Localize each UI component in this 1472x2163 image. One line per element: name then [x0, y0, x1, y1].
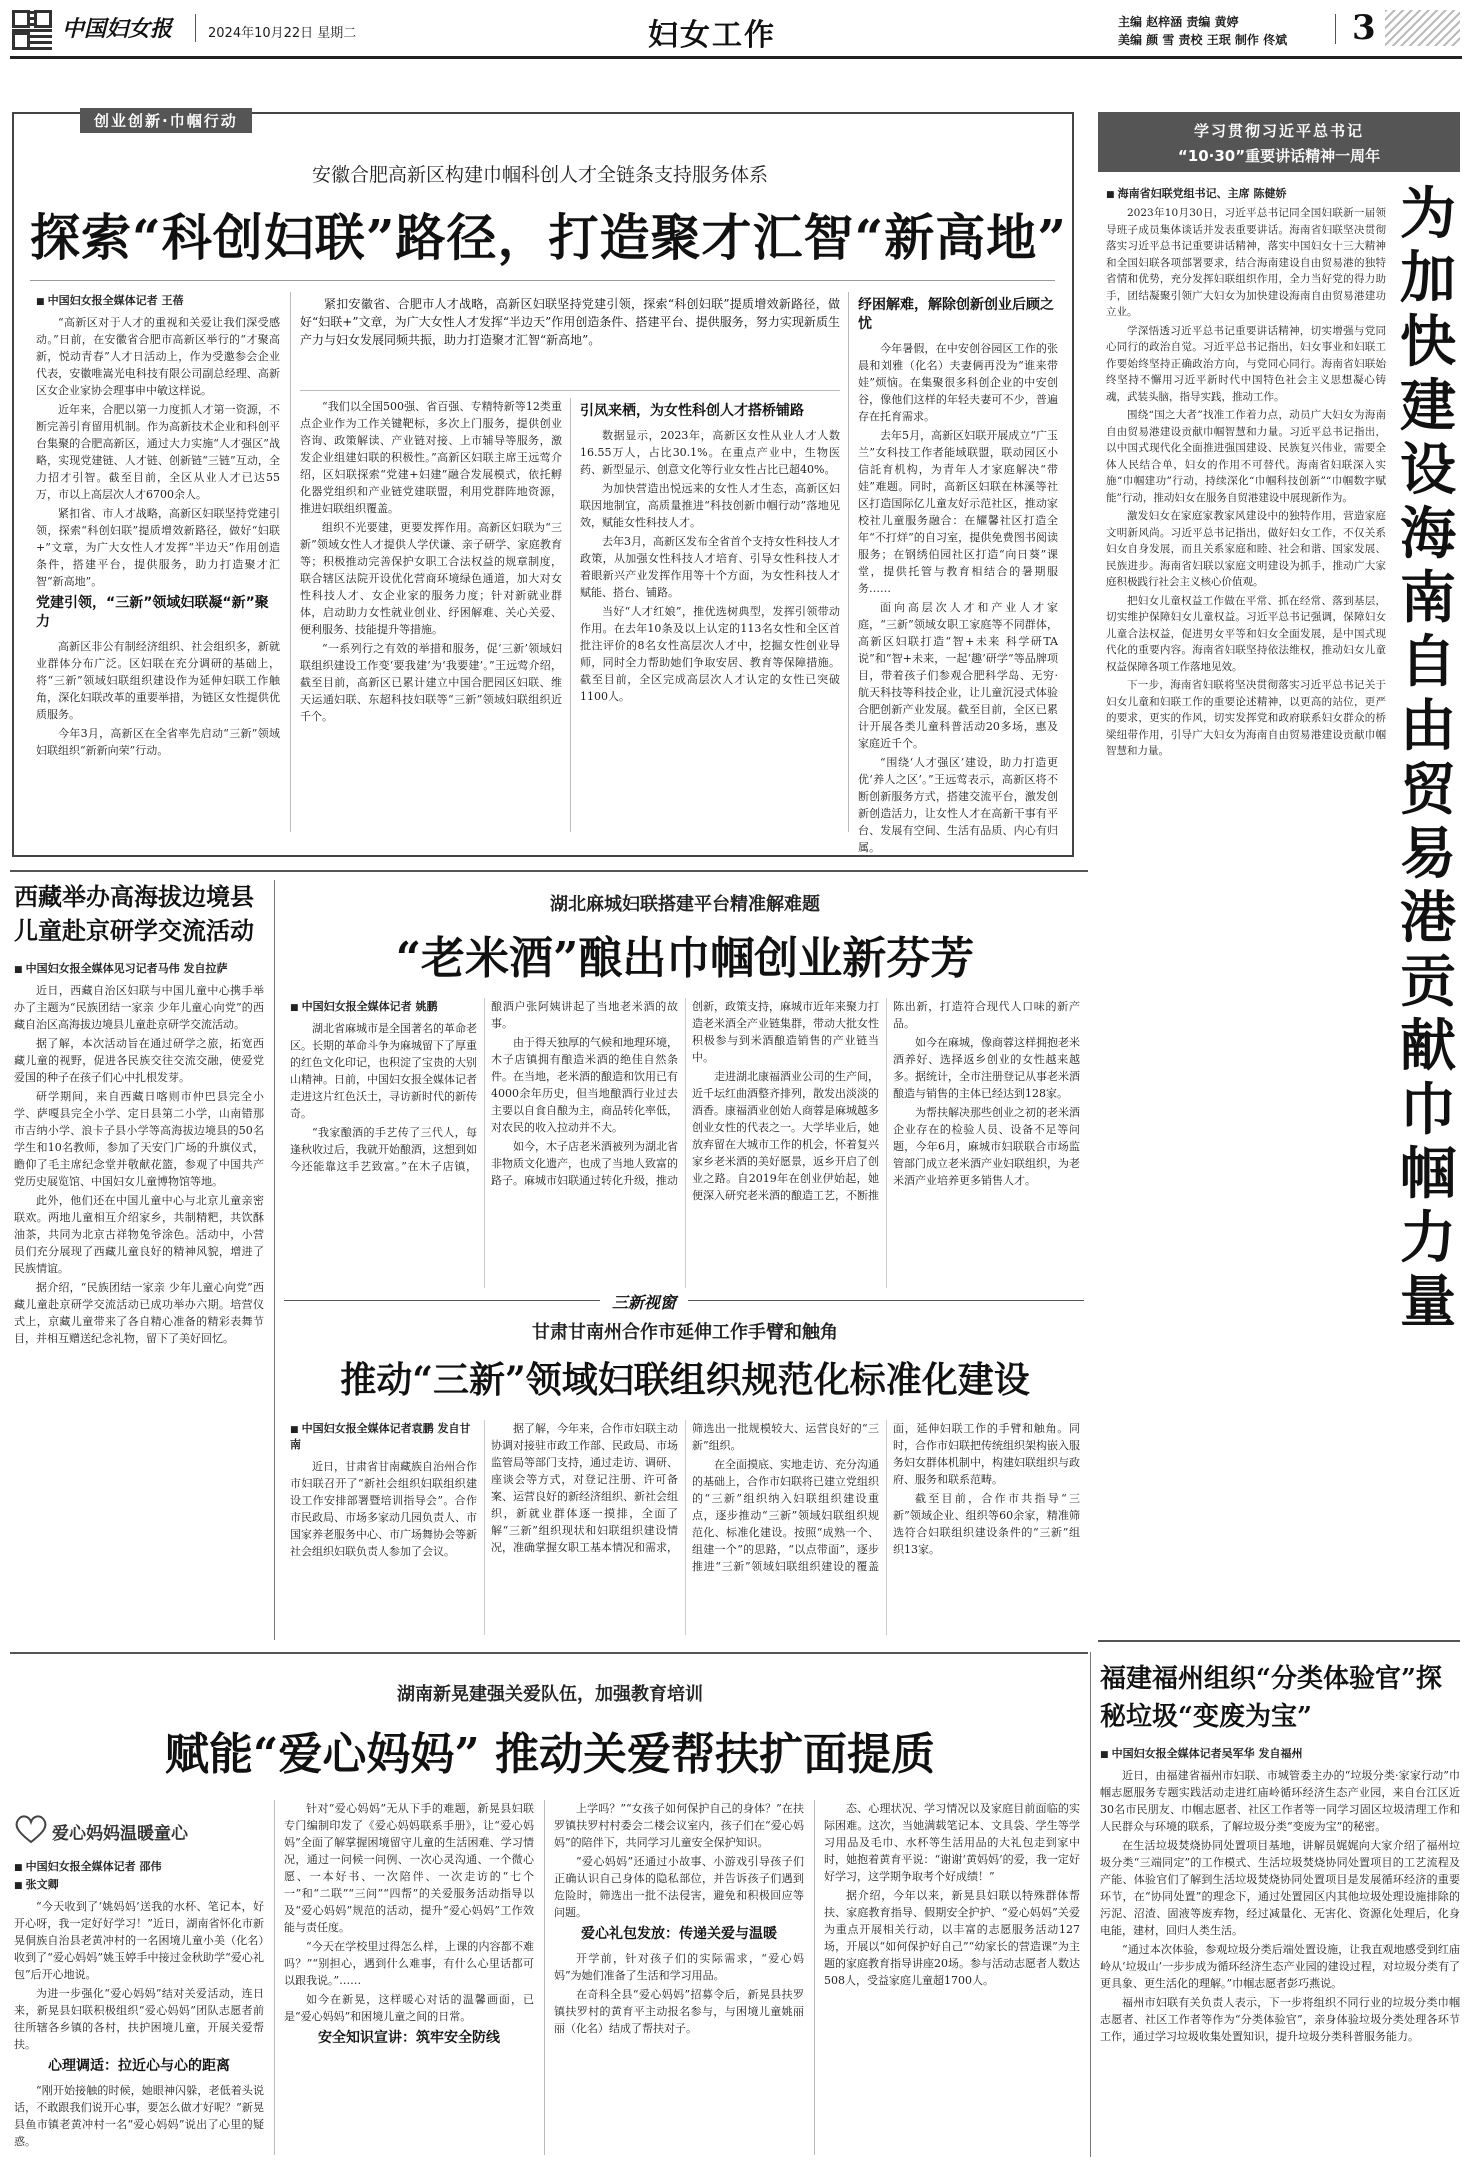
paragraph: 数据显示，2023年，高新区女性从业人才人数16.55万人，占比30.1%。在重点产业中，生物医药、新型显示、创意文化等行业女性占比已超40%。: [580, 429, 840, 476]
art1-lead: 紧扣安徽省、合肥市人才战略，高新区妇联坚持党建引领，探索“科创妇联”提质增效新路径，做好“妇联+”文章，为广大女性人才发挥“半边天”作用创造条件、搭建平台、提供服务，努力实现新质生产力与妇女发展同频共振，助力打造聚才汇智“新高地”。: [300, 297, 840, 347]
paragraph: 态、心理状况、学习情况以及家庭目前面临的实际困难。这次，当她满载笔记本、文具袋、学生等学习用品及毛巾、水杯等生活用品的大礼包走到家中时，她抱着黄育平说：“谢谢‘黄妈妈’的爱，我一定好好学习，这学期争取考个好成绩！”: [824, 1802, 1080, 1883]
art5-byline-1: ■ 中国妇女报全媒体记者 邵伟: [14, 1858, 264, 1874]
art1-subhead-3: 纾困解难，解除创新创业后顾之忧: [858, 297, 1054, 332]
art5-col1: [14, 1858, 264, 2153]
paragraph: 为帮扶解决那些创业之初的老米酒企业存在的检验人员、设备不足等问题，今年6月，麻城市妇联联合市场监管部门成立老米酒产业妇联组织，为老米酒产业培养更多销售人才。: [893, 1106, 1080, 1187]
art3-headline: “老米酒”酿出巾帼创业新芬芳: [395, 933, 975, 984]
art1-col1: [36, 292, 280, 832]
paragraph: 2023年10月30日，习近平总书记同全国妇联新一届领导班子成员集体谈话并发表重要讲话。海南省妇联坚决贯彻落实习近平总书记重要讲话精神，落实中国妇女十三大精神和全国妇联各项部署要求，结合海南建设自由贸易港的独特省情和优势，充分发挥妇联组织作用，全力当好党的得力助手，团结凝聚引领广大妇女为加快建设海南自由贸易港建功立业。: [1106, 207, 1386, 318]
art1-kicker: 安徽合肥高新区构建巾帼科创人才全链条支持服务体系: [311, 164, 768, 186]
paragraph: 去年5月，高新区妇联开展成立“广玉兰”女科技工作者能域联盟，联动园区小信託育机构，为青年人才家庭解决“带娃”难题。同时，高新区妇联在林溪等社区打造国际亿儿童友好示范社区，推动家校社儿童服务融合：在耀馨社区打造全年“不打烊”的自习室，提供免费图书阅读服务；在钢绣伯园社区打造“向日葵”课堂，提供托管与教育相结合的暑期服务……: [858, 429, 1058, 595]
paragraph: 学深悟透习近平总书记重要讲话精神，切实增强与党同心同行的政治自觉。习近平总书记指出，妇女事业和妇联工作要始终坚持正确政治方向，与党同心同行。海南省妇联始终坚持不懈用习近平新时代中国特色社会主义思想凝心铸魂，武装头脑，指导实践，推动工作。: [1106, 324, 1386, 403]
art2-headline-text: 西藏举办高海拔边境县儿童赴京研学交流活动: [14, 882, 254, 945]
side-banner-line2: “10·30”重要讲话精神一周年: [1177, 147, 1381, 165]
paragraph: “我家酿酒的手艺传了三代人，每逢秋收过后，我就开始酿酒，这想到如今还能靠这手艺致富。”在木子店镇，酿酒户张阿姨讲起了当地老米酒的故事。: [290, 1000, 678, 1173]
art4-body: [290, 1420, 1080, 1635]
paragraph: 上学吗？”“女孩子如何保护自己的身体？”在扶罗镇扶罗村村委会二楼会议室内，孩子们在“爱心妈妈”的陪伴下，共同学习儿童安全保护知识。: [554, 1802, 804, 1849]
art5-byline-2: ■ 张文卿: [14, 1876, 264, 1892]
paragraph: 据了解，本次活动旨在通过研学之旅，拓宽西藏儿童的视野，促进各民族交往交流交融，使爱党爱国的种子在孩子们心中扎根发芽。: [14, 1037, 264, 1084]
paragraph: 针对“爱心妈妈”无从下手的难题，新晃县妇联专门编制印发了《爱心妈妈联系手册》，让“爱心妈妈”全面了解掌握困境留守儿童的生活困难、学习情况，通过一问候一问例、一次心灵沟通、一个微心愿、一本好书、一次陪伴、一次走访的“七个一”和“二联”“三问”“四帮”的关爱服务活动指导以及“爱心妈妈”规范的活动，提升“爱心妈妈”工作效能与责任度。: [284, 1802, 534, 1934]
masthead-rule: [10, 56, 1462, 59]
paragraph: “爱心妈妈”还通过小故事、小游戏引导孩子们正确认识自己身体的隐私部位，并告诉孩子们遇到危险时，筛选出一批不法侵害，避免和积极回应等问题。: [554, 1855, 804, 1919]
art6-headline-text: 福建福州组织“分类体验官”探秘垃圾“变废为宝”: [1100, 1664, 1442, 1732]
column-badge-text: 创业创新·巾帼行动: [94, 112, 238, 130]
art5-logo: [14, 1812, 264, 1848]
art6-body: [1100, 1745, 1460, 2155]
paragraph: 走进湖北康福酒业公司的生产间，近千坛红曲酒整齐排列，散发出淡淡的酒香。康福酒业创始人商蓉是麻城越多创业女性的代表之一。大学毕业后，她放弃留在大城市工作的机会，怀着复兴家乡老米酒的美好愿景，返乡开启了创业之路。自2019年在创业伊始起，她便深入研究老米酒的酿造工艺，不断推陈出新，打造符合现代人口味的新产品。: [692, 1000, 1080, 1202]
paragraph: 在生活垃圾焚烧协同处置项目基地，讲解员娓娓向大家介绍了福州垃圾分类“三端同定”的工作模式、生活垃圾焚烧协同处置项目的工艺流程及产能、体验官们了解到生活垃圾焚烧协同处置项目是发展循环经济的重要环节，在“协同处置”的理念下，通过处置园区内其他垃圾处理设施排除的污泥、沼渣、固液等废弃物，经过减量化、无害化、资源化处理后，化身电能，建材，回归人类生活。: [1100, 1839, 1460, 1937]
paragraph: 近日，甘肃省甘南藏族自治州合作市妇联召开了“新社会组织妇联组织建设工作安排部署暨培训指导会”。合作市民政局、市场多家动几园负责人、市国家养老服务中心、市广场舞协会等新社会组织妇联负责人参加了会议。: [290, 1460, 477, 1558]
paragraph: “围绕‘人才强区’建设，助力打造更优‘养人之区’。”王远莺表示，高新区将不断创新服务方式，搭建交流平台，激发创新创造活力，让女性人才在高新干事有平台、发展有空间、生活有品质、内心有归属。: [858, 756, 1058, 854]
art2-body: [14, 960, 264, 1635]
side-headline: 为加快建设海南自由贸易港贡献巾帼力量: [1400, 181, 1456, 1335]
paragraph: “今天收到了‘姚妈妈’送我的水杯、笔记本，好开心呀，我一定好好学习！”近日，湖南省怀化市新晃侗族自治县老黄冲村的一名困境儿童小美（化名）收到了“爱心妈妈”姚玉婷手中接过金秋助学“爱心礼包”后开心地说。: [14, 1900, 264, 1981]
paragraph: 去年3月，高新区发布全省首个支持女性科技人才政策，从加强女性科技人才培育、引导女性科技人才着眼新兴产业发挥作用等十个方面，为女性科技人才赋能、搭台、铺路。: [580, 535, 840, 599]
paragraph: 围绕“国之大者”找准工作着力点，动员广大妇女为海南自由贸易港建设贡献巾帼智慧和力量。习近平总书记指出，以中国式现代化全面推进强国建设、民族复兴伟业，需要全体人民结合单，妇女的作用不可替代。海南省妇联深入实施“巾帼建功”行动，持续深化“巾帼科技创新”“巾帼数字赋能”行动，推动妇女在服务自贸港建设中展现新作为。: [1106, 409, 1386, 504]
art5-subhead-3: 爱心礼包发放：传递关爱与温暖: [581, 1926, 777, 1942]
art3-body: [290, 998, 1080, 1288]
paragraph: 组织不光要建，更要发挥作用。高新区妇联为“三新”领域女性人才提供人学伏谦、亲子研学、家庭教育等；积极推动完善保护女职工合法权益的规章制度，联合辖区法院开设优化营商环境绿色通道，加大对女性科技人才、女企业家的服务力度；针对新就业群体，启动助力女性就业创业、纾困解难、关心关爱、便利服务、技能提升等措施。: [300, 521, 562, 636]
paragraph: 据了解，今年来，合作市妇联主动协调对接驻市政工作部、民政局、市场监管局等部门支持，通过走访、调研、座谈会等方式，对登记注册、许可备案、运营良好的新经济组织、新社会组织，新就业群体逐一摸排，全面了解“三新”组织现状和妇联组织建设情况，准确掌握女职工基本情况和需求，筛选出一批规模较大、运营良好的“三新”组织。: [491, 1422, 879, 1554]
art3-byline: ■ 中国妇女报全媒体记者 姚鹏: [290, 998, 477, 1014]
paragraph: 为进一步强化“爱心妈妈”结对关爱活动，连日来，新晃县妇联积极组织“爱心妈妈”团队志愿者前往所辖各乡镇的各村，扶护困境儿童，开展关爱帮扶。: [14, 1987, 264, 2051]
art5-subhead-2: 安全知识宣讲：筑牢安全防线: [318, 2030, 500, 2046]
paragraph: 当好“人才红娘”，推优选树典型，发挥引领带动作用。在去年10条及以上认定的113名女性和全区首批注评价的8名女性高层次人才中，挖掘女性创业导师，同时全力帮助她们争取安居、教育等保障措施。截至目前，全区完成高层次人才认定的女性已突破1100人。: [580, 605, 840, 703]
paragraph: 今年暑假，在中安创谷园区工作的张晨和刘雅（化名）夫妻俩再没为“谁来带娃”烦恼。在集聚很多科创企业的中安创谷，像他们这样的年轻夫妻可不少，普遍存在托育需求。: [858, 342, 1058, 423]
paragraph: “刚开始接触的时候，她眼神闪躲，老低着头说话，不敢跟我们说开心事，要怎么做才好呢？”新晃县鱼市镇老黄冲村一名“爱心妈妈”说出了心里的疑惑。: [14, 2084, 264, 2148]
paragraph: “高新区对于人才的重视和关爱让我们深受感动。”日前，在安徽省合肥市高新区举行的“才聚高新，悦动青春”人才日活动上，作为受邀参会企业代表，安徽唯嵩光电科技有限公司副总经理、高新区女企业家协会理事申中敏这样说。: [36, 316, 280, 397]
paragraph: “通过本次体验，参观垃圾分类后端处置设施，让我直观地感受到红庙岭从‘垃圾山’一步步成为循环经济生态产业园的建设过程，对垃圾分类有了更具象、更生活化的理解。”巾帼志愿者彭巧燕说。: [1100, 1943, 1460, 1990]
paragraph: 激发妇女在家庭家教家风建设中的独特作用，营造家庭文明新风尚。习近平总书记指出，做好妇女工作，不仅关系妇女自身发展，而且关系家庭和睦、社会和谐、国家发展、民族进步。海南省妇联以家庭文明建设为抓手，推动广大家庭积极践行社会主义核心价值观。: [1106, 510, 1386, 588]
page-corner-stripes: [1385, 10, 1460, 46]
paragraph: 湖北省麻城市是全国著名的革命老区。长期的革命斗争为麻城留下了厚重的红色文化印记，也积淀了宝贵的大别山精神。日前，中国妇女报全媒体记者走进这片红色沃土，寻访新时代的新传奇。: [290, 1022, 477, 1120]
art4-badge: [600, 1290, 688, 1313]
paragraph: 把妇女儿童权益工作做在平常、抓在经常、落到基层，切实维护保障妇女儿童权益。习近平总书记强调，保障妇女儿童合法权益，促进男女平等和妇女全面发展，是中国式现代化的重要内容。海南省妇联坚持依法维权，推动妇女儿童权益保障各项工作落地见效。: [1106, 594, 1386, 673]
paragraph: 开学前，针对孩子们的实际需求，“爱心妈妈”为她们准备了生活和学习用品。: [554, 1952, 804, 1982]
issue-date: 2024年10月22日 星期二: [208, 26, 357, 41]
art2-headline: [14, 880, 264, 948]
paragraph: “今天在学校里过得怎么样，上课的内容都不难吗？”“别担心，遇到什么难事，有什么心里话都可以跟我说。”……: [284, 1940, 534, 1987]
page-number: 3: [1352, 8, 1376, 48]
art4-badge-text: 三新视窗: [612, 1293, 677, 1312]
art1-col2: [300, 398, 562, 832]
art3-kicker: 湖北麻城妇联搭建平台精准解难题: [550, 894, 820, 915]
paragraph: “我们以全国500强、省百强、专精特新等12类重点企业作为工作关键靶标，多次上门服务，提供创业咨询、政策解读、产业链对接、上市辅导等服务，激发企业组建妇联的积极性。”高新区妇联主席王远莺介绍，区妇联探索“党建+妇建”融合发展模式，依托孵化器党组织和产业链党建联盟，利用党群阵地资源，推进妇联组织覆盖。: [300, 400, 562, 515]
art6-headline: [1100, 1660, 1460, 1736]
section-title: 妇女工作: [648, 18, 776, 53]
art1-col4: [858, 292, 1058, 854]
art2-byline: ■ 中国妇女报全媒体见习记者马伟 发自拉萨: [14, 960, 264, 976]
paragraph: 如今在新晃，这样暖心对话的温馨画面，已是“爱心妈妈”和困境儿童之间的日常。: [284, 1993, 534, 2023]
paragraph: 在奇科全县“爱心妈妈”招募令后，新晃县扶罗镇扶罗村的黄育平主动报名参与，与困境儿童姚丽丽（化名）结成了帮扶对子。: [554, 1988, 804, 2035]
qr-code-icon: [12, 10, 52, 50]
side-banner: [1098, 112, 1460, 172]
art4-headline: 推动“三新”领域妇联组织规范化标准化建设: [340, 1359, 1030, 1401]
paragraph: 研学期间，来自西藏日喀则市仲巴县完全小学、萨嘎县完全小学、定日县第二小学，山南错那市吉纳小学、浪卡子县小学等高海拔边境县的50名学生和10名教师，参加了天安门广场的升旗仪式，瞻仰了毛主席纪念堂并敬献花篮，参观了中国共产党历史展览馆、中国妇女儿童博物馆等地。: [14, 1090, 264, 1188]
paragraph: 福州市妇联有关负责人表示，下一步将组织不同行业的垃圾分类巾帼志愿者、社区工作者等作为“分类体验官”，亲身体验垃圾分类处理各环节工作，通过学习垃圾收集处置知识，提升垃圾分类科普服务能力。: [1100, 1996, 1460, 2043]
art1-lead-box: [300, 295, 840, 385]
side-body: [1106, 205, 1386, 1625]
art6-byline: ■ 中国妇女报全媒体记者吴军华 发自福州: [1100, 1745, 1460, 1761]
side-banner-line1: 学习贯彻习近平总书记: [1193, 122, 1364, 140]
art1-byline: ■ 中国妇女报全媒体记者 王蓓: [36, 292, 280, 308]
art4-byline: ■ 中国妇女报全媒体记者袁鹏 发自甘南: [290, 1420, 477, 1452]
art5-headline: 赋能“爱心妈妈” 推动关爱帮扶扩面提质: [165, 1729, 935, 1780]
art1-subhead-2: 引凤来栖，为女性科创人才搭桥铺路: [580, 403, 804, 419]
paragraph: 高新区非公有制经济组织、社会组织多，新就业群体分布广泛。区妇联在充分调研的基础上，将“三新”领域妇联组织建设作为延伸妇联工作触角，深化妇联改革的重要举措，为链区女性提供优质服务。: [36, 640, 280, 721]
art5-col2: [284, 1800, 534, 2155]
editor-credit-1: 主编 赵梓涵 责编 黄婷: [1118, 15, 1239, 29]
paragraph: 截至目前，合作市共指导“三新”领域企业、组织等60余家，精准筛选符合妇联组织建设条件的“三新”组织13家。: [893, 1492, 1080, 1556]
paragraph: 紧扣省、市人才战略，高新区妇联坚持党建引领，探索“科创妇联”提质增效新路径，做好“妇联+”文章，为广大女性人才发挥“半边天”作用创造条件，搭建平台，提供服务，助力打造聚才汇智“新高地”。: [36, 507, 280, 588]
paragraph: 据介绍，今年以来，新晃县妇联以特殊群体帮扶、家庭教育指导、假期安全护护、“爱心妈妈”关爱为重点开展相关行动，以丰富的志愿服务活动127场，开展以“如何保护好自己”“幼家长的营造课”为主题的家庭教育指导讲座20场。参与活动志愿者人数达508人，受益家庭儿童超1700人。: [824, 1889, 1080, 1987]
paragraph: 在全面摸底、实地走访、充分沟通的基础上，合作市妇联将已建立党组织的“三新”组织纳入妇联组织建设重点，逐步推动“三新”领域妇联组织规范化、标准化建设。按照“成熟一个、组建一个”的思路，“以点带面”，逐步推进“三新”领域妇联组织建设的覆盖面，延伸妇联工作的手臂和触角。同时，合作市妇联把传统组织架构嵌入服务妇女群体机制中，构建妇联组织与政府、服务和联系范畴。: [692, 1422, 1080, 1573]
side-author: ■ 海南省妇联党组书记、主席 陈健娇: [1106, 185, 1286, 201]
paragraph: 由于得天独厚的气候和地理环境，木子店镇拥有酿造米酒的绝佳自然条件。在当地，老米酒的酿造和饮用已有4000余年历史，但当地酿酒行业过去主要以自食自酿为主，商品转化率低，对农民的收入拉动并不大。: [491, 1036, 678, 1134]
art5-col3: [554, 1800, 804, 2155]
art1-subhead-1: 党建引领，“三新”领域妇联凝“新”聚力: [36, 595, 269, 630]
paragraph: 今年3月，高新区在全省率先启动“三新”领域妇联组织“新新向荣”行动。: [36, 727, 280, 757]
art1-headline: 探索“科创妇联”路径，打造聚才汇智“新高地”: [30, 208, 1068, 267]
art4-kicker: 甘肃甘南州合作市延伸工作手臂和触角: [532, 1322, 838, 1343]
paragraph: 此外，他们还在中国儿童中心与北京儿童亲密联欢。两地儿童相互介绍家乡，共制精粑，共饮酥油茶，共同为北京古祥物兔爷涂色。活动中，小营员们充分展现了西藏儿童良好的精神风貌，增进了民族情谊。: [14, 1194, 264, 1275]
paragraph: 下一步，海南省妇联将坚决贯彻落实习近平总书记关于妇女儿童和妇联工作的重要论述精神，以更高的站位，更严的要求，更实的作风，切实发挥党和政府联系妇女群众的桥梁纽带作用，引导广大妇女为海南自由贸易港建设贡献巾帼智慧和力量。: [1106, 679, 1386, 757]
paragraph: 近年来，合肥以第一力度抓人才第一资源，不断完善引育留用机制。作为高新技术企业和科创平台集聚的合肥高新区，通过大力实施“人才强区”战略，实现党建链、人才链、创新链“三链”互动，全力招才引智。截至目前，全区从业人才已达55万，市以上高层次人才6700余人。: [36, 403, 280, 501]
paragraph: 面向高层次人才和产业人才家庭，“三新”领域女职工家庭等不同群体，高新区妇联打造“智+未来 科学研TA说”和“智+未来，一起‘趣’研学”等品牌项目，带着孩子们参观合肥科学岛、无穷·航天科技等科技企业，让儿童沉浸式体验合肥创新产业发展。截至目前，全区已累计开展各类儿童科普活动20多场，惠及家庭近千个。: [858, 601, 1058, 750]
column-badge: [80, 108, 252, 133]
paragraph: 近日，由福建省福州市妇联、市城管委主办的“垃圾分类·家家行动”巾帼志愿服务专题实践活动走进红庙岭循环经济生态产业园，来自台江区近30名市民朋友、巾帼志愿者、社区工作者等一同学习固区垃圾清理工作和人民群众与环境的联系，了解垃圾分类“变废为宝”的秘密。: [1100, 1769, 1460, 1833]
editor-credit-2: 美编 颜 雪 责校 王珉 制作 佟斌: [1118, 33, 1288, 47]
paragraph: 为加快营造出悦远来的女性人才生态，高新区妇联因地制宜，高质量推进“科技创新巾帼行动”落地见效，赋能女性科技人才。: [580, 482, 840, 529]
masthead: [0, 0, 1472, 55]
art5-col4: [824, 1800, 1080, 2155]
art5-subhead-1: 心理调适：拉近心与心的距离: [48, 2058, 230, 2074]
paragraph: “一系列行之有效的举措和服务，促‘三新’领域妇联组织建设工作变‘要我建’为‘我要建’。”王远莺介绍，截至目前，高新区已累计建立中国合肥园区妇联、维天运通妇联、东超科技妇联等“三新”领域妇联组织近千个。: [300, 642, 562, 723]
art5-logo-text: 爱心妈妈温暖童心: [52, 1824, 188, 1844]
art5-kicker: 湖南新晃建强关爱队伍，加强教育培训: [397, 1684, 703, 1705]
art1-col3: [580, 398, 840, 832]
heart-icon: [14, 1814, 48, 1844]
paragraph: 如今在麻城，像商蓉这样拥抱老米酒养好、选择返乡创业的女性越来越多。据统计，全市注册登记从事老米酒酿造与销售的主体已经达到128家。: [893, 1036, 1080, 1100]
paragraph: 近日，西藏自治区妇联与中国儿童中心携手举办了主题为“民族团结一家亲 少年儿童心向党”的西藏自治区高海拔边境县儿童赴京研学交流活动。: [14, 984, 264, 1031]
paper-name: 中国妇女报: [62, 16, 173, 42]
paragraph: 如今，木子店老米酒被列为湖北省非物质文化遗产，也成了当地人致富的路子。麻城市妇联通过转化升级，推动创新，政策支持，麻城市近年来聚力打造老米酒全产业链集群，带动大批女性积极参与到米酒酿造销售的产业链当中。: [491, 1000, 879, 1187]
paragraph: 据介绍，“民族团结一家亲 少年儿童心向党”西藏儿童赴京研学交流活动已成功举办六期。培营仪式上，京藏儿童带来了各自精心准备的精彩表舞节目，并相互赠送纪念礼物，留下了美好回忆。: [14, 1281, 264, 1345]
